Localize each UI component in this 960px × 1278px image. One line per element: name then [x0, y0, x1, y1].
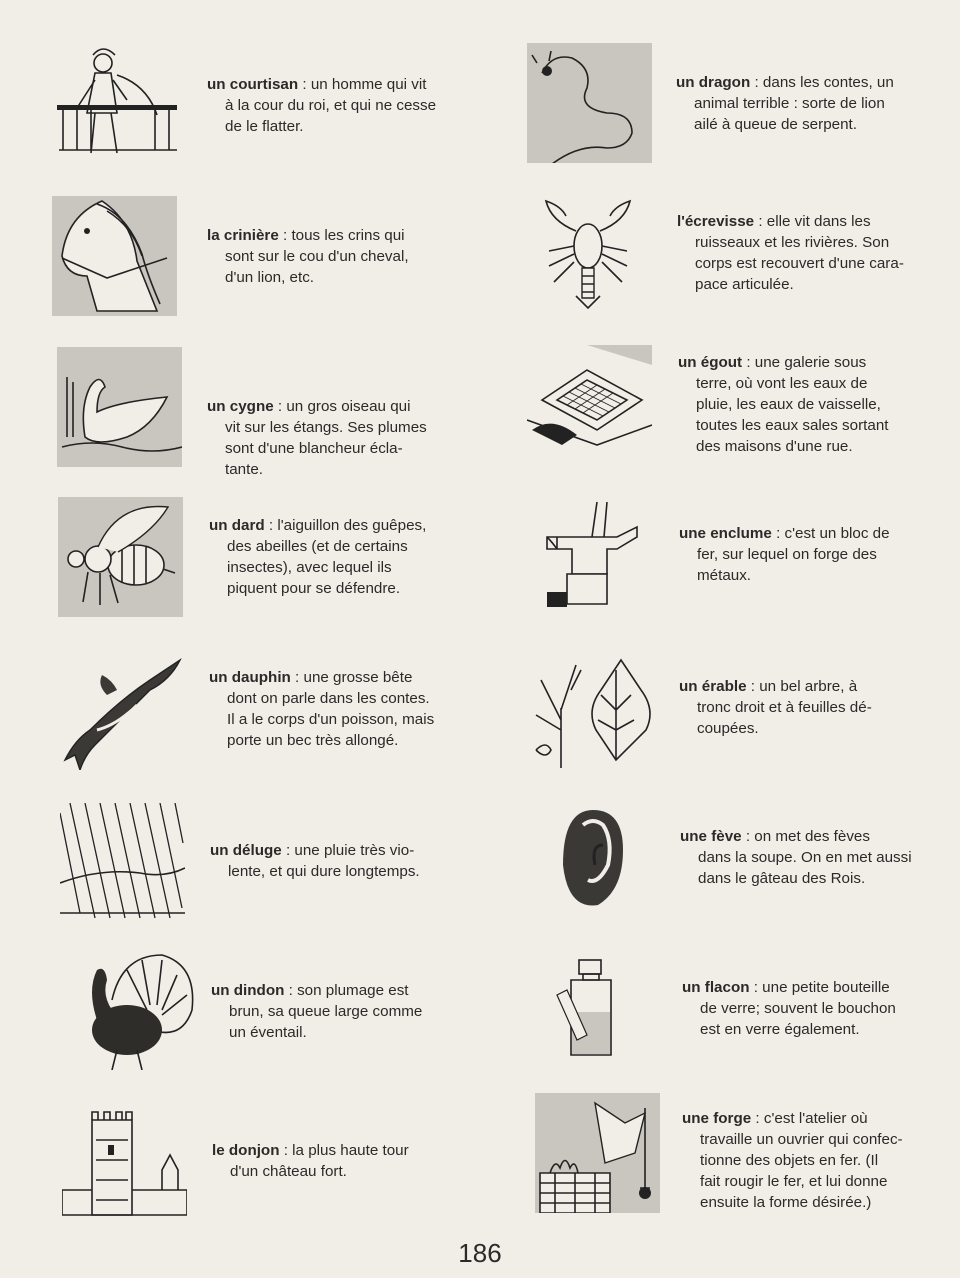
definition-dindon: un dindon : son plumage est brun, sa queue large comme un éventail. [211, 982, 423, 1041]
forge-icon [535, 1093, 660, 1213]
turkey-icon [72, 950, 197, 1070]
bee-icon [58, 497, 183, 617]
flask-icon [537, 950, 662, 1070]
term-label: un cygne [207, 398, 274, 415]
term-label: un dindon [211, 982, 285, 999]
tower-icon [62, 1100, 187, 1220]
term-label: un érable [679, 678, 747, 695]
rain-icon [60, 803, 185, 923]
term-label: une forge [682, 1110, 752, 1127]
definition-egout: un égout : une galerie sous terre, où vont les eaux de pluie, les eaux de vaisselle, toutes les eaux sales sortant des maisons d'une rue. [678, 354, 889, 455]
term-label: une enclume [679, 525, 772, 542]
definition-cygne: un cygne : un gros oiseau qui vit sur les étangs. Ses plumes sont d'une blancheur écla- tante. [207, 398, 427, 478]
term-label: un dauphin [209, 669, 291, 686]
sewer-icon [527, 345, 652, 465]
page-number: 186 [458, 1238, 502, 1268]
term-label: un dard [209, 517, 265, 534]
definition-deluge: un déluge : une pluie très vio- lente, et qui dure longtemps. [210, 842, 420, 880]
term-label: un flacon [682, 979, 750, 996]
definition-enclume: une enclume : c'est un bloc de fer, sur lequel on forge des métaux. [679, 525, 890, 584]
courtier-icon [55, 45, 180, 165]
definition-flacon: un flacon : une petite bouteille de verre; souvent le bouchon est en verre également. [682, 979, 896, 1038]
bean-icon [533, 800, 658, 920]
definition-donjon: le donjon : la plus haute tour d'un château fort. [212, 1142, 409, 1180]
definition-forge: une forge : c'est l'atelier où travaille un ouvrier qui confec- tionne des objets en fer. (Il fait rougir le fer, et lui donne ensuite la forme désirée.) [682, 1110, 903, 1211]
dolphin-icon [57, 650, 182, 770]
definition-dragon: un dragon : dans les contes, un animal terrible : sorte de lion ailé à queue de serpent. [676, 74, 894, 133]
definition-feve: une fève : on met des fèves dans la soupe. On en met aussi dans le gâteau des Rois. [680, 828, 912, 887]
definition-dard: un dard : l'aiguillon des guêpes, des abeilles (et de certains insectes), avec lequel ils piquent pour se défendre. [209, 517, 427, 597]
definition-criniere: la crinière : tous les crins qui sont sur le cou d'un cheval, d'un lion, etc. [207, 227, 409, 286]
anvil-icon [537, 497, 662, 617]
term-label: un égout [678, 354, 743, 371]
term-label: un déluge [210, 842, 282, 859]
dragon-icon [527, 43, 652, 163]
term-label: une fève [680, 828, 742, 845]
swan-icon [57, 347, 182, 467]
definition-erable: un érable : un bel arbre, à tronc droit et à feuilles dé- coupées. [679, 678, 872, 737]
horse-head-icon [52, 196, 177, 316]
definition-ecrevisse: l'écrevisse : elle vit dans les ruisseaux et les rivières. Son corps est recouvert d'une cara- pace articulée. [677, 213, 904, 293]
definition-dauphin: un dauphin : une grosse bête dont on parle dans les contes. Il a le corps d'un poisson, mais porte un bec très allongé. [209, 669, 435, 749]
definition-courtisan: un courtisan : un homme qui vit à la cour du roi, et qui ne cesse de le flatter. [207, 76, 437, 135]
term-label: le donjon [212, 1142, 280, 1159]
maple-icon [531, 650, 656, 770]
term-label: un dragon [676, 74, 751, 91]
term-label: l'écrevisse [677, 213, 755, 230]
term-label: un courtisan [207, 76, 299, 93]
crayfish-icon [528, 196, 653, 316]
term-label: la crinière [207, 227, 279, 244]
